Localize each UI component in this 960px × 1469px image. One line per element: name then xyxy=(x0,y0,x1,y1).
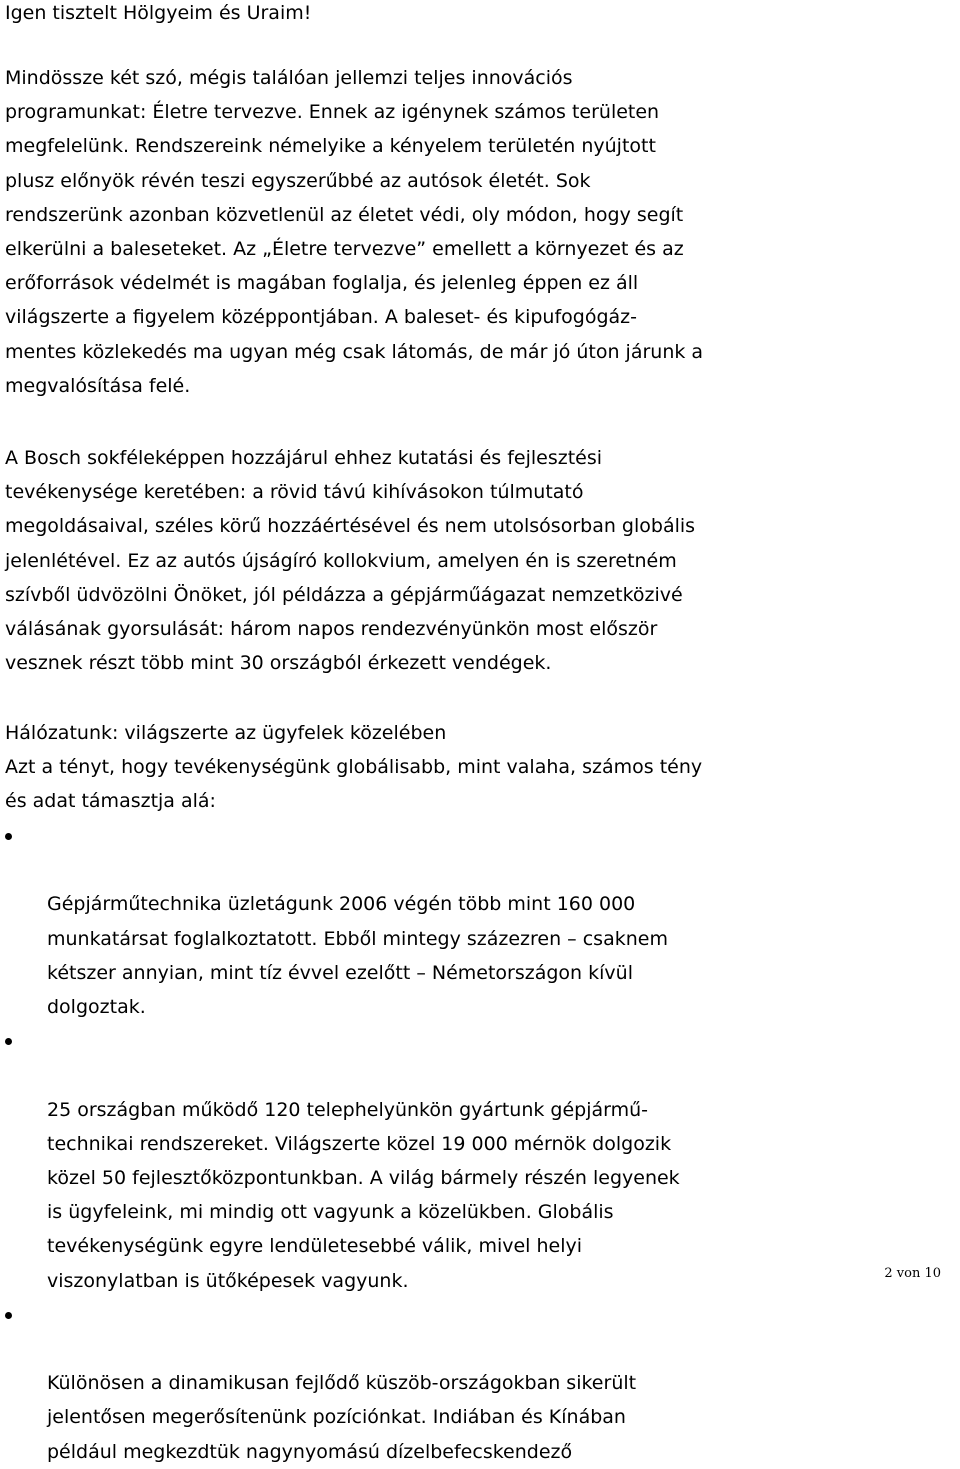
network-section xyxy=(5,716,955,819)
bullet-text: Különösen a dinamikusan fejlődő küszöb-országokban sikerült jelentősen megerősítenünk pozíciónkat. Indiában és Kínában például megkezdtük nagynyomású dízelbefecskendező xyxy=(47,1372,637,1463)
bullet-text: Gépjárműtechnika üzletágunk 2006 végén több mint 160 000 munkatársat foglalkoztatott. Ebből mintegy százezren – csaknem kétszer annyian, mint tíz évvel ezelőtt – Németországon kívül dolgoztak. xyxy=(47,893,668,1019)
bullet-item-emerging-markets xyxy=(5,1298,955,1469)
page-indicator: 2 von 10 xyxy=(884,1266,941,1281)
bullet-icon xyxy=(5,833,12,840)
section-intro: Azt a tényt, hogy tevékenységünk globálisabb, mint valaha, számos tény és adat támasztja alá: xyxy=(5,756,703,813)
bullet-list xyxy=(5,819,955,1469)
bosch-paragraph: A Bosch sokféleképpen hozzájárul ehhez kutatási és fejlesztési tevékenysége keretében: a rövid távú kihívásokon túlmutató megoldásaival, széles körű hozzáértésével és nem utolsósorban globális jelenlétével. Ez az autós újságíró kollokvium, amelyen én is szeretném szívből üdvözölni Önöket, jól példázza a gépjárműágazat nemzetközivé válásának gyorsulását: három napos rendezvényünkön most először vesznek részt több mint 30 országból érkezett vendégek. xyxy=(5,447,696,675)
intro-paragraph: Mindössze két szó, mégis találóan jellemzi teljes innovációs programunkat: Életre tervezve. Ennek az igénynek számos területen megfelelünk. Rendszereink némelyike a kényelem területén nyújtott plusz előnyök révén teszi egyszerűbbé az autósok életét. Sok rendszerünk azonban közvetlenül az életet védi, oly módon, hogy segít elkerülni a baleseteket. Az „Életre tervezve” emellett a környezet és az erőforrások védelmét is magában foglalja, és jelenleg éppen ez áll világszerte a figyelem középpontjában. A baleset- és kipufogógáz- mentes közlekedés ma ugyan még csak látomás, de már jó úton járunk a megvalósítása felé. xyxy=(5,67,704,397)
section-heading: Hálózatunk: világszerte az ügyfelek közelében xyxy=(5,722,447,744)
bullet-icon xyxy=(5,1312,12,1319)
bullet-item-locations xyxy=(5,1024,955,1298)
bullet-item-employees xyxy=(5,819,955,1024)
bullet-text: 25 országban működő 120 telephelyünkön gyártunk gépjármű- technikai rendszereket. Világszerte közel 19 000 mérnök dolgozik közel 50 fejlesztőközpontunkban. A világ bármely részén legyenek is ügyfeleink, mi mindig ott vagyunk a közelükben. Globális tevékenységünk egyre lendületesebbé válik, mivel helyi viszonylatban is ütőképesek vagyunk. xyxy=(47,1098,680,1292)
greeting-line: Igen tisztelt Hölgyeim és Uraim! xyxy=(5,2,312,24)
bullet-icon xyxy=(5,1038,12,1045)
